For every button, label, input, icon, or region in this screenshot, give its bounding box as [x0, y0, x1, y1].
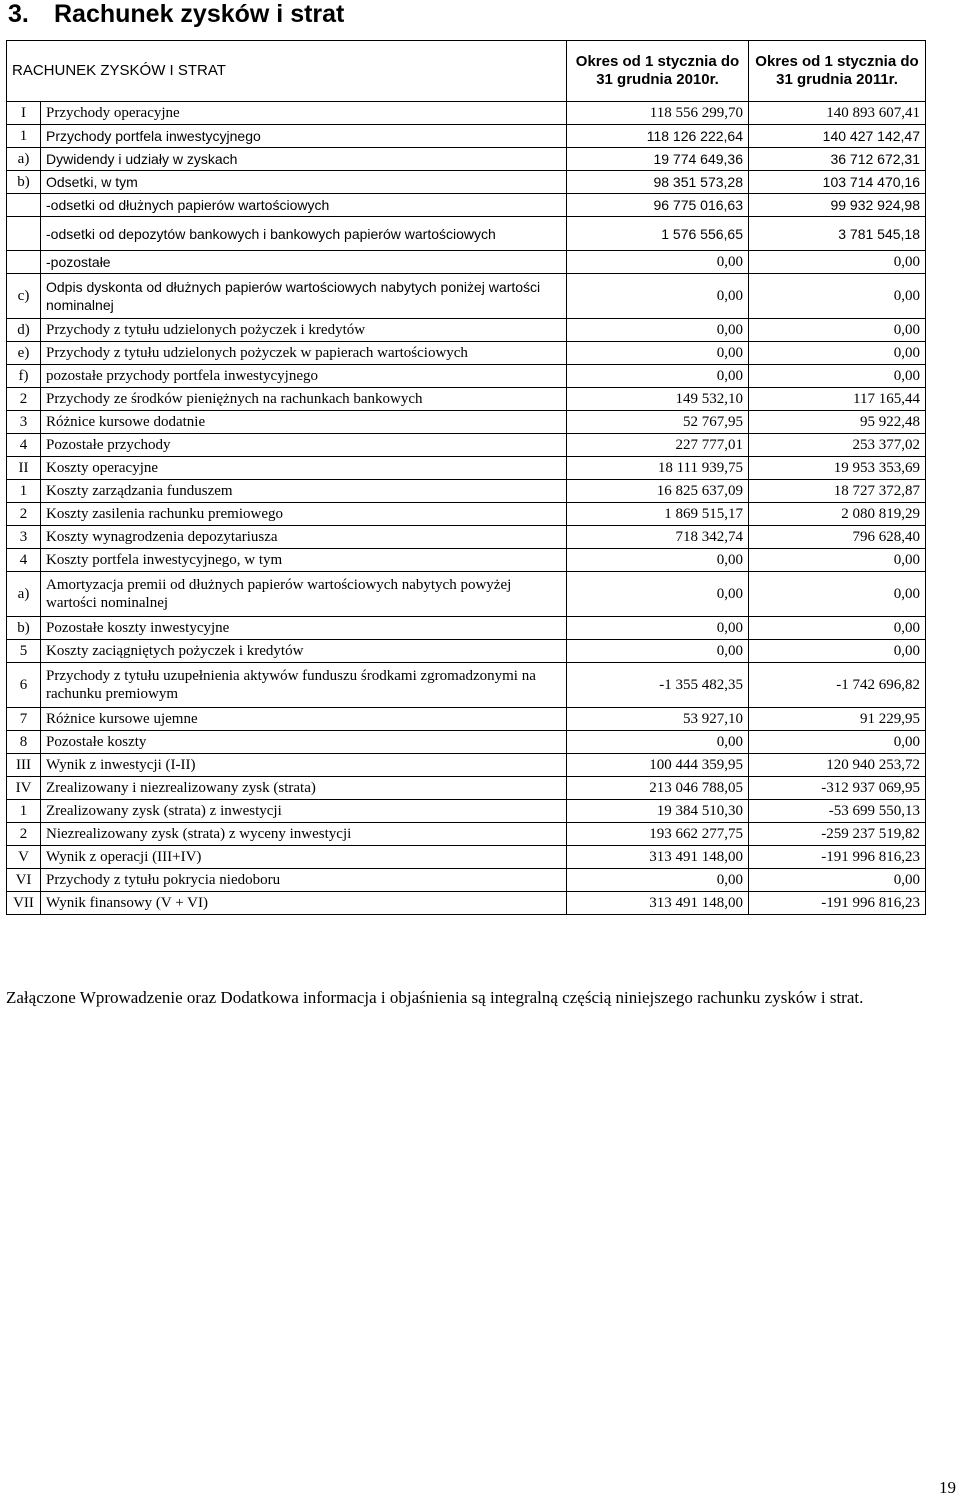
row-label: 5	[7, 640, 41, 663]
row-value-2010: 0,00	[567, 274, 749, 319]
row-description: -odsetki od depozytów bankowych i bankowych papierów wartościowych	[41, 217, 567, 251]
row-value-2010: 0,00	[567, 549, 749, 572]
row-label: 3	[7, 526, 41, 549]
row-value-2010: 0,00	[567, 319, 749, 342]
table-title: RACHUNEK ZYSKÓW I STRAT	[7, 41, 567, 102]
row-value-2010: 213 046 788,05	[567, 777, 749, 800]
row-label: II	[7, 457, 41, 480]
row-value-2011: 0,00	[749, 549, 926, 572]
row-label: f)	[7, 365, 41, 388]
row-value-2010: -1 355 482,35	[567, 663, 749, 708]
table-row	[7, 342, 926, 365]
row-value-2011: 0,00	[749, 319, 926, 342]
table-row	[7, 663, 926, 708]
row-value-2011: -53 699 550,13	[749, 800, 926, 823]
row-value-2010: 0,00	[567, 731, 749, 754]
row-value-2011: 0,00	[749, 731, 926, 754]
footnote: Załączone Wprowadzenie oraz Dodatkowa informacja i objaśnienia są integralną częścią niniejszego rachunku zysków i strat.	[6, 988, 864, 1007]
table-row	[7, 823, 926, 846]
row-label: e)	[7, 342, 41, 365]
row-label: c)	[7, 274, 41, 319]
row-value-2010: 718 342,74	[567, 526, 749, 549]
row-description: Wynik finansowy (V + VI)	[41, 892, 567, 915]
table-row	[7, 777, 926, 800]
row-value-2010: 313 491 148,00	[567, 892, 749, 915]
row-value-2010: 149 532,10	[567, 388, 749, 411]
row-value-2010: 0,00	[567, 617, 749, 640]
row-value-2010: 98 351 573,28	[567, 171, 749, 194]
row-description: Przychody z tytułu udzielonych pożyczek i kredytów	[41, 319, 567, 342]
row-label: VI	[7, 869, 41, 892]
table-row	[7, 572, 926, 617]
row-label: b)	[7, 171, 41, 194]
row-description: Koszty operacyjne	[41, 457, 567, 480]
row-label	[7, 217, 41, 251]
row-label: 1	[7, 800, 41, 823]
row-value-2010: 52 767,95	[567, 411, 749, 434]
row-value-2011: 36 712 672,31	[749, 148, 926, 171]
row-value-2011: 117 165,44	[749, 388, 926, 411]
row-value-2010: 118 556 299,70	[567, 102, 749, 125]
row-value-2010: 193 662 277,75	[567, 823, 749, 846]
table-header-row	[7, 41, 926, 102]
row-value-2010: 19 774 649,36	[567, 148, 749, 171]
row-value-2010: 1 869 515,17	[567, 503, 749, 526]
row-value-2011: 103 714 470,16	[749, 171, 926, 194]
row-description: -pozostałe	[41, 251, 567, 274]
page-number: 19	[939, 1478, 956, 1497]
row-description: Koszty zaciągniętych pożyczek i kredytów	[41, 640, 567, 663]
row-value-2010: 16 825 637,09	[567, 480, 749, 503]
row-value-2010: 118 126 222,64	[567, 125, 749, 148]
table-row	[7, 365, 926, 388]
row-value-2011: 91 229,95	[749, 708, 926, 731]
row-description: Przychody z tytułu uzupełnienia aktywów funduszu środkami zgromadzonymi na rachunku premiowym	[41, 663, 567, 708]
row-value-2011: 140 893 607,41	[749, 102, 926, 125]
row-value-2011: 99 932 924,98	[749, 194, 926, 217]
section-heading	[8, 0, 344, 29]
row-description: Różnice kursowe dodatnie	[41, 411, 567, 434]
table-row	[7, 434, 926, 457]
row-value-2011: 95 922,48	[749, 411, 926, 434]
row-value-2011: -191 996 816,23	[749, 892, 926, 915]
row-label: 7	[7, 708, 41, 731]
row-value-2010: 53 927,10	[567, 708, 749, 731]
row-label: 1	[7, 125, 41, 148]
row-label: 4	[7, 549, 41, 572]
table-row	[7, 754, 926, 777]
section-title: Rachunek zysków i strat	[54, 0, 345, 28]
row-description: Amortyzacja premii od dłużnych papierów wartościowych nabytych powyżej wartości nominalnej	[41, 572, 567, 617]
row-description: Różnice kursowe ujemne	[41, 708, 567, 731]
row-description: Pozostałe przychody	[41, 434, 567, 457]
row-label: 2	[7, 503, 41, 526]
row-label: 2	[7, 823, 41, 846]
row-value-2010: 313 491 148,00	[567, 846, 749, 869]
row-description: Koszty zarządzania funduszem	[41, 480, 567, 503]
row-value-2011: 3 781 545,18	[749, 217, 926, 251]
table-row	[7, 640, 926, 663]
row-label: a)	[7, 572, 41, 617]
table-row	[7, 319, 926, 342]
table-row	[7, 549, 926, 572]
table-row	[7, 125, 926, 148]
row-description: Odsetki, w tym	[41, 171, 567, 194]
row-label: IV	[7, 777, 41, 800]
row-value-2010: 0,00	[567, 640, 749, 663]
table-row	[7, 457, 926, 480]
row-value-2010: 227 777,01	[567, 434, 749, 457]
row-value-2011: 0,00	[749, 572, 926, 617]
table-row	[7, 102, 926, 125]
row-value-2011: 0,00	[749, 869, 926, 892]
row-description: Przychody z tytułu pokrycia niedoboru	[41, 869, 567, 892]
row-value-2011: -191 996 816,23	[749, 846, 926, 869]
table-row	[7, 388, 926, 411]
row-description: Wynik z operacji (III+IV)	[41, 846, 567, 869]
row-label: 1	[7, 480, 41, 503]
row-value-2011: -312 937 069,95	[749, 777, 926, 800]
row-label: 2	[7, 388, 41, 411]
row-description: Przychody operacyjne	[41, 102, 567, 125]
table-row	[7, 503, 926, 526]
row-label	[7, 251, 41, 274]
table-row	[7, 708, 926, 731]
table-row	[7, 480, 926, 503]
row-value-2010: 0,00	[567, 251, 749, 274]
table-row	[7, 846, 926, 869]
row-value-2010: 100 444 359,95	[567, 754, 749, 777]
row-value-2011: -1 742 696,82	[749, 663, 926, 708]
row-label: b)	[7, 617, 41, 640]
row-label: V	[7, 846, 41, 869]
table-row	[7, 171, 926, 194]
row-description: Koszty portfela inwestycyjnego, w tym	[41, 549, 567, 572]
table-row	[7, 217, 926, 251]
row-description: Zrealizowany i niezrealizowany zysk (strata)	[41, 777, 567, 800]
row-label: a)	[7, 148, 41, 171]
row-value-2010: 19 384 510,30	[567, 800, 749, 823]
table-row	[7, 617, 926, 640]
row-description: Koszty wynagrodzenia depozytariusza	[41, 526, 567, 549]
row-description: Pozostałe koszty inwestycyjne	[41, 617, 567, 640]
row-value-2010: 18 111 939,75	[567, 457, 749, 480]
column-header-2010: Okres od 1 stycznia do 31 grudnia 2010r.	[567, 41, 749, 102]
table-row	[7, 869, 926, 892]
row-value-2011: 0,00	[749, 274, 926, 319]
row-value-2011: 140 427 142,47	[749, 125, 926, 148]
row-value-2011: 0,00	[749, 251, 926, 274]
row-value-2011: 796 628,40	[749, 526, 926, 549]
row-label: 4	[7, 434, 41, 457]
table-row	[7, 251, 926, 274]
row-description: pozostałe przychody portfela inwestycyjnego	[41, 365, 567, 388]
row-description: Przychody z tytułu udzielonych pożyczek w papierach wartościowych	[41, 342, 567, 365]
row-description: -odsetki od dłużnych papierów wartościowych	[41, 194, 567, 217]
row-label: d)	[7, 319, 41, 342]
row-value-2011: 120 940 253,72	[749, 754, 926, 777]
row-value-2010: 1 576 556,65	[567, 217, 749, 251]
row-label	[7, 194, 41, 217]
row-label: I	[7, 102, 41, 125]
row-description: Dywidendy i udziały w zyskach	[41, 148, 567, 171]
row-value-2010: 0,00	[567, 572, 749, 617]
row-label: III	[7, 754, 41, 777]
column-header-2011: Okres od 1 stycznia do 31 grudnia 2011r.	[749, 41, 926, 102]
table-row	[7, 194, 926, 217]
table-row	[7, 731, 926, 754]
table-row	[7, 526, 926, 549]
row-value-2011: 2 080 819,29	[749, 503, 926, 526]
row-description: Przychody portfela inwestycyjnego	[41, 125, 567, 148]
row-value-2010: 0,00	[567, 869, 749, 892]
row-value-2011: 0,00	[749, 342, 926, 365]
table-row	[7, 148, 926, 171]
income-statement-table	[6, 40, 926, 915]
row-value-2011: 0,00	[749, 640, 926, 663]
table-row	[7, 411, 926, 434]
row-value-2011: 253 377,02	[749, 434, 926, 457]
row-value-2010: 0,00	[567, 365, 749, 388]
table-row	[7, 274, 926, 319]
row-description: Odpis dyskonta od dłużnych papierów wartościowych nabytych poniżej wartości nominalnej	[41, 274, 567, 319]
row-description: Zrealizowany zysk (strata) z inwestycji	[41, 800, 567, 823]
row-description: Przychody ze środków pieniężnych na rachunkach bankowych	[41, 388, 567, 411]
row-description: Wynik z inwestycji (I-II)	[41, 754, 567, 777]
row-value-2011: 18 727 372,87	[749, 480, 926, 503]
row-description: Koszty zasilenia rachunku premiowego	[41, 503, 567, 526]
row-label: 8	[7, 731, 41, 754]
row-description: Pozostałe koszty	[41, 731, 567, 754]
row-label: 3	[7, 411, 41, 434]
row-label: VII	[7, 892, 41, 915]
table-row	[7, 800, 926, 823]
row-value-2011: -259 237 519,82	[749, 823, 926, 846]
row-label: 6	[7, 663, 41, 708]
row-value-2011: 19 953 353,69	[749, 457, 926, 480]
row-value-2011: 0,00	[749, 617, 926, 640]
row-value-2011: 0,00	[749, 365, 926, 388]
row-value-2010: 96 775 016,63	[567, 194, 749, 217]
section-number: 3.	[8, 0, 29, 28]
row-description: Niezrealizowany zysk (strata) z wyceny inwestycji	[41, 823, 567, 846]
row-value-2010: 0,00	[567, 342, 749, 365]
table-row	[7, 892, 926, 915]
